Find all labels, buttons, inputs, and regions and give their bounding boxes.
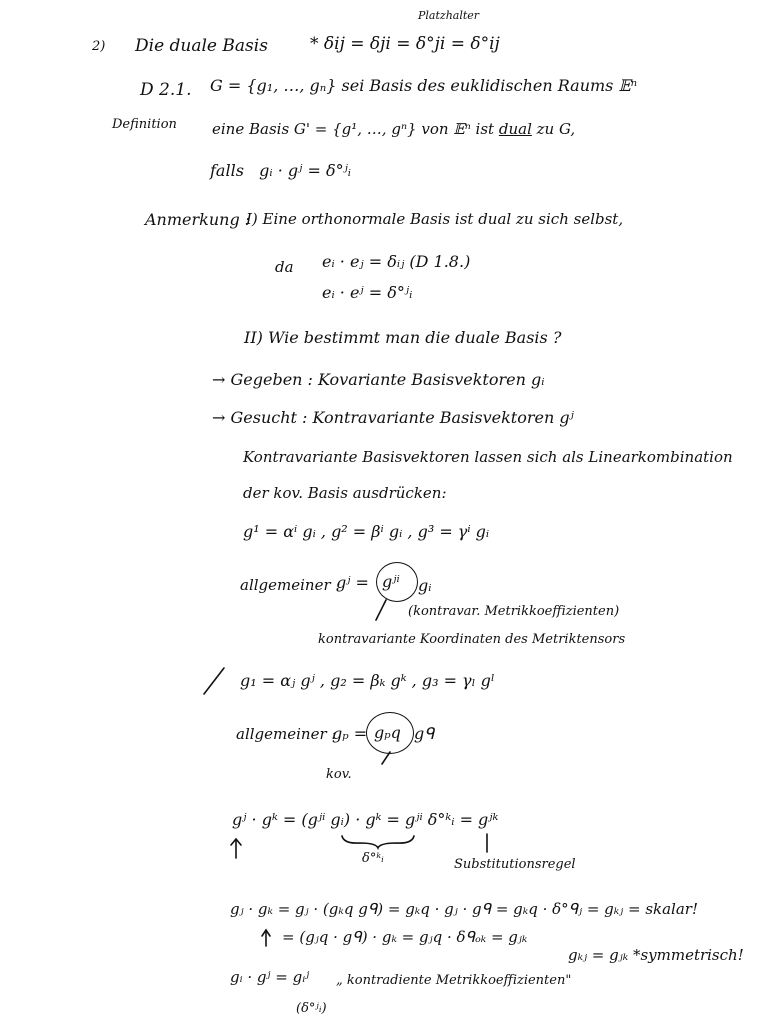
explanation-line-2: der kov. Basis ausdrücken: xyxy=(243,484,447,502)
orthonormal-equation-2: eᵢ · eʲ = δ°ʲᵢ xyxy=(322,283,413,302)
last-equation: gᵢ · gʲ = gᵢʲ xyxy=(230,968,310,986)
linear-combination-equation: g¹ = αⁱ gᵢ , g² = βⁱ gᵢ , g³ = γⁱ gᵢ xyxy=(243,522,490,541)
definition-line-2-c: zu G, xyxy=(536,120,576,138)
duality-condition: gᵢ · gʲ = δ°ʲᵢ xyxy=(259,161,352,180)
symmetry-equation-1: gⱼ · gₖ = gⱼ · (gₖq gᑫ) = gₖq · gⱼ · gᑫ = gₖq · δ°ᑫⱼ = gₖⱼ = skalar! xyxy=(230,900,698,918)
covariant-combination-equation: g₁ = αⱼ gʲ , g₂ = βₖ gᵏ , g₃ = γₗ gˡ xyxy=(240,671,495,690)
substitution-rule: Substitutionsregel xyxy=(454,857,576,872)
remark-2: II) Wie bestimmt man die duale Basis ? xyxy=(244,328,562,347)
contravariant-coefficient: gʲⁱ xyxy=(382,572,400,591)
tick-line xyxy=(482,832,492,856)
kronecker-delta-equation: * δij = δji = δ°ji = δ°ij xyxy=(310,34,500,54)
falls-word: falls xyxy=(210,161,244,180)
orthonormal-equation-1: eᵢ · eⱼ = δᵢⱼ (D 1.8.) xyxy=(322,252,471,271)
placeholder-annotation: Platzhalter xyxy=(418,9,480,22)
definition-line-2 xyxy=(212,122,575,137)
covariant-coefficient: gₚq xyxy=(374,723,401,742)
remark-da: da xyxy=(275,258,294,276)
up-arrow xyxy=(228,836,248,862)
given-line: → Gegeben : Kovariante Basisvektoren gᵢ xyxy=(212,370,545,389)
contravariant-note: (kontravar. Metrikkoeffizienten) xyxy=(408,604,620,619)
contravariant-coordinates: kontravariante Koordinaten des Metriktensors xyxy=(318,632,626,647)
symmetry-equation-2: = (gⱼq · gᑫ) · gₖ = gⱼq · δᑫₒₖ = gⱼₖ xyxy=(282,928,528,946)
general-equation-1-rhs: gᵢ xyxy=(418,576,432,595)
section-title: Die duale Basis xyxy=(135,36,268,56)
remark-1: I) Eine orthonormale Basis ist dual zu sich selbst, xyxy=(246,210,624,228)
general-equation-2-lhs: gₚ = xyxy=(332,724,368,743)
definition-number: D 2.1. xyxy=(140,80,192,100)
underbrace xyxy=(340,834,420,850)
general-equation-2-rhs: gᑫ xyxy=(414,724,435,743)
general-label-1: allgemeiner : xyxy=(240,576,341,594)
definition-line-2-a: eine Basis G' = {g¹, …, gⁿ} von 𝔼ⁿ ist xyxy=(212,120,495,138)
up-arrow-2 xyxy=(258,928,274,950)
general-label-2: allgemeiner : xyxy=(236,725,337,743)
section-number: 2) xyxy=(92,39,106,54)
pointer-stroke xyxy=(372,598,392,624)
sought-line: → Gesucht : Kontravariante Basisvektoren gʲ xyxy=(212,408,574,427)
explanation-line-1: Kontravariante Basisvektoren lassen sich als Linearkombination xyxy=(243,448,733,466)
last-delta-note: (δ°ʲᵢ) xyxy=(296,1001,327,1016)
kov-label: kov. xyxy=(326,767,352,782)
dual-term: dual xyxy=(498,120,532,138)
delta-under-brace: δ°ᵏᵢ xyxy=(362,851,384,866)
contradient-metric-coefficients: „ kontradiente Metrikkoeffizienten" xyxy=(336,973,572,988)
general-equation-1-lhs: gʲ = xyxy=(336,573,369,592)
definition-label: Definition xyxy=(112,117,177,132)
definition-line-3 xyxy=(210,163,351,179)
substitution-equation: gʲ · gᵏ = (gʲⁱ gᵢ) · gᵏ = gʲⁱ δ°ᵏᵢ = gʲᵏ xyxy=(232,810,499,829)
side-slash-mark xyxy=(200,664,230,698)
symmetry-result: gₖⱼ = gⱼₖ *symmetrisch! xyxy=(568,946,744,964)
pointer-stroke-2 xyxy=(378,750,398,770)
remark-label: Anmerkung : xyxy=(145,210,251,229)
definition-line-1: G = {g₁, …, gₙ} sei Basis des euklidischen Raums 𝔼ⁿ xyxy=(210,76,638,95)
